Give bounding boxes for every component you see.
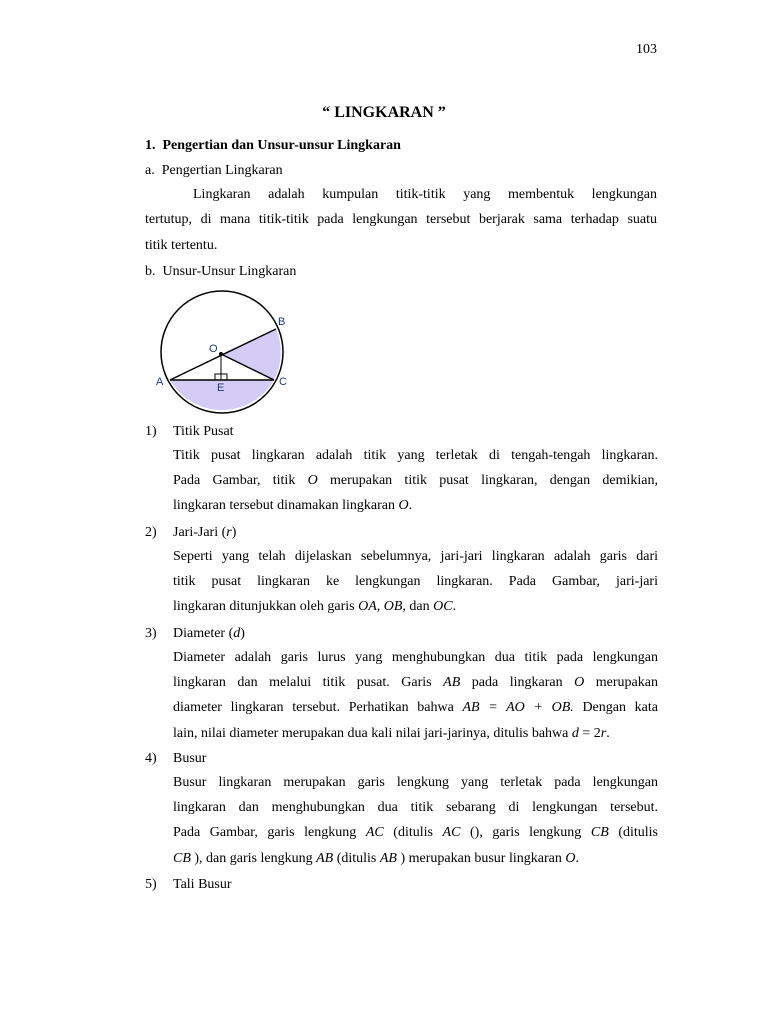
item-2-title: Jari-Jari (r): [173, 525, 237, 540]
item-1-number: 1): [145, 424, 157, 439]
item-3-title: Diameter (d): [173, 626, 245, 641]
item-2-line-2: titik pusat lingkaran ke lengkungan lingkaran. Pada Gambar, jari-jari: [173, 574, 658, 590]
label-b: B: [278, 316, 286, 328]
item-3-line-4: lain, nilai diameter merupakan dua kali nilai jari-jarinya, ditulis bahwa d = 2r.: [173, 725, 610, 741]
item-4-title: Busur: [173, 751, 207, 766]
item-1-line-2: Pada Gambar, titik O merupakan titik pusat lingkaran, dengan demikian,: [173, 473, 658, 489]
item-1-title: Titik Pusat: [173, 424, 234, 439]
item-4-body: [173, 770, 658, 871]
item-4-line-4: CB ), dan garis lengkung AB (ditulis AB ) merupakan busur lingkaran O.: [173, 850, 579, 866]
circle-figure: [148, 286, 298, 418]
page-number: 103: [636, 42, 657, 57]
subheading-a-title: Pengertian Lingkaran: [161, 163, 283, 178]
item-5-number: 5): [145, 877, 157, 892]
item-3-number: 3): [145, 626, 157, 641]
item-4-line-3: Pada Gambar, garis lengkung AC (ditulis AC (), garis lengkung CB (ditulis: [173, 825, 658, 841]
item-3-body: [173, 645, 658, 746]
section-heading: [145, 138, 401, 154]
item-4-number: 4): [145, 751, 157, 766]
center-point: [219, 352, 223, 356]
subheading-b-title: Unsur-Unsur Lingkaran: [162, 264, 297, 279]
item-4-line-1: Busur lingkaran merupakan garis lengkung yang terletak pada lengkungan: [173, 775, 658, 790]
item-3-line-1: Diameter adalah garis lurus yang menghubungkan dua titik pada lengkungan: [173, 650, 658, 665]
label-c: C: [279, 376, 287, 388]
label-a: A: [156, 376, 164, 388]
section-title: Pengertian dan Unsur-unsur Lingkaran: [162, 138, 401, 153]
page-title: “ LINGKARAN ”: [322, 104, 446, 121]
item-2-line-1: Seperti yang telah dijelaskan sebelumnya, jari-jari lingkaran adalah garis dari: [173, 549, 658, 564]
definition-line-1: Lingkaran adalah kumpulan titik-titik yang membentuk lengkungan: [193, 187, 657, 202]
item-5-title: Tali Busur: [173, 877, 232, 892]
item-4-line-2: lingkaran dan menghubungkan dua titik sebarang di lengkungan tersebut.: [173, 800, 658, 816]
label-e: E: [217, 382, 225, 394]
label-o: O: [209, 343, 218, 355]
item-1-line-3: lingkaran tersebut dinamakan lingkaran O.: [173, 498, 413, 514]
item-3-line-2: lingkaran dan melalui titik pusat. Garis AB pada lingkaran O merupakan: [173, 675, 658, 691]
shaded-sector-boc: [221, 329, 281, 380]
item-1-line-1: Titik pusat lingkaran adalah titik yang terletak di tengah-tengah lingkaran.: [173, 448, 658, 463]
definition-paragraph: [145, 182, 657, 258]
subheading-b-label: b.: [145, 264, 156, 279]
item-2-line-3: lingkaran ditunjukkan oleh garis OA, OB, dan OC.: [173, 599, 457, 615]
definition-line-3: titik tertentu.: [145, 237, 218, 253]
item-2-body: [173, 544, 658, 620]
subheading-b: [145, 264, 296, 280]
definition-line-2: tertutup, di mana titik-titik pada lengkungan tersebut berjarak sama terhadap suatu: [145, 212, 657, 228]
item-3-line-3: diameter lingkaran tersebut. Perhatikan bahwa AB = AO + OB. Dengan kata: [173, 700, 658, 716]
section-number: 1.: [145, 138, 156, 153]
subheading-a: [145, 163, 283, 179]
item-1-body: [173, 443, 658, 519]
item-2-number: 2): [145, 525, 157, 540]
subheading-a-label: a.: [145, 163, 155, 178]
